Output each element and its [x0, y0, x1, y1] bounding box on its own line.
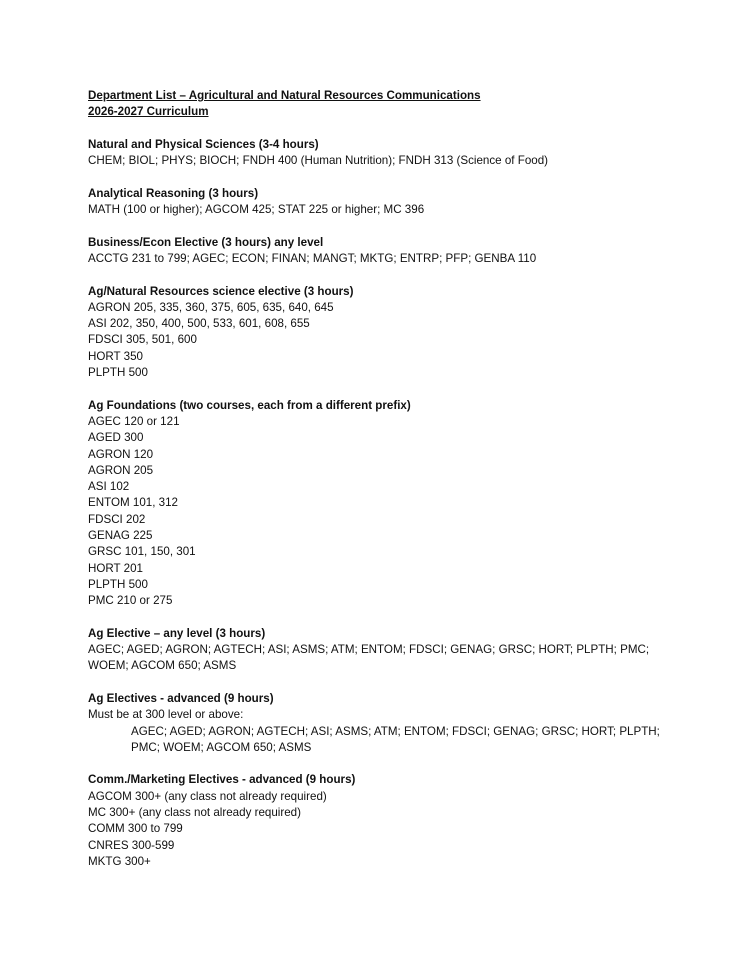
- document-page: [88, 88, 708, 870]
- course-line: WOEM; AGCOM 650; ASMS: [88, 659, 237, 673]
- course-line: GENAG 225: [88, 529, 153, 543]
- course-line: PMC 210 or 275: [88, 594, 173, 608]
- course-line: CHEM; BIOL; PHYS; BIOCH; FNDH 400 (Human Nutrition); FNDH 313 (Science of Food): [88, 154, 549, 168]
- course-section: [88, 772, 708, 870]
- course-line: GRSC 101, 150, 301: [88, 545, 196, 559]
- section-heading: Business/Econ Elective (3 hours) any level: [88, 235, 324, 249]
- course-line: AGRON 205, 335, 360, 375, 605, 635, 640, 645: [88, 300, 334, 314]
- course-section: [88, 691, 708, 756]
- course-line: AGEC 120 or 121: [88, 414, 180, 428]
- course-line: FDSCI 202: [88, 512, 146, 526]
- course-line: ASI 202, 350, 400, 500, 533, 601, 608, 655: [88, 317, 310, 331]
- course-line: PLPTH 500: [88, 577, 148, 591]
- course-line: ASI 102: [88, 480, 130, 494]
- course-line: HORT 201: [88, 561, 143, 575]
- section-heading: Analytical Reasoning (3 hours): [88, 186, 259, 200]
- course-line: ACCTG 231 to 799; AGEC; ECON; FINAN; MANGT; MKTG; ENTRP; PFP; GENBA 110: [88, 251, 537, 265]
- course-section: [88, 626, 708, 675]
- course-line: MKTG 300+: [88, 854, 151, 868]
- course-line: AGCOM 300+ (any class not already required): [88, 789, 327, 803]
- course-line: COMM 300 to 799: [88, 822, 183, 836]
- course-section: [88, 137, 708, 170]
- course-section: [88, 398, 708, 610]
- document-subtitle: 2026-2027 Curriculum: [88, 105, 209, 119]
- section-heading: Ag/Natural Resources science elective (3 hours): [88, 284, 354, 298]
- section-heading: Ag Foundations (two courses, each from a different prefix): [88, 398, 411, 412]
- course-line: FDSCI 305, 501, 600: [88, 333, 197, 347]
- course-line: PLPTH 500: [88, 366, 148, 380]
- course-section: [88, 284, 708, 382]
- section-heading: Ag Electives - advanced (9 hours): [88, 691, 274, 705]
- course-line: MC 300+ (any class not already required): [88, 806, 301, 820]
- course-line: AGED 300: [88, 431, 144, 445]
- course-line: Must be at 300 level or above:: [88, 708, 244, 722]
- course-line: MATH (100 or higher); AGCOM 425; STAT 225 or higher; MC 396: [88, 203, 425, 217]
- course-line: AGRON 205: [88, 463, 154, 477]
- course-line: HORT 350: [88, 349, 143, 363]
- course-line: AGRON 120: [88, 447, 154, 461]
- course-line: ENTOM 101, 312: [88, 496, 179, 510]
- document-title: Department List – Agricultural and Natural Resources Communications: [88, 89, 481, 102]
- course-section: [88, 186, 708, 219]
- course-line: AGEC; AGED; AGRON; AGTECH; ASI; ASMS; ATM; ENTOM; FDSCI; GENAG; GRSC; HORT; PLPTH; PMC;: [88, 643, 650, 657]
- course-line: CNRES 300-599: [88, 838, 175, 852]
- course-line-indented: AGEC; AGED; AGRON; AGTECH; ASI; ASMS; ATM; ENTOM; FDSCI; GENAG; GRSC; HORT; PLPTH;: [131, 724, 660, 738]
- course-line-indented: PMC; WOEM; AGCOM 650; ASMS: [131, 740, 312, 754]
- section-heading: Comm./Marketing Electives - advanced (9 hours): [88, 773, 356, 787]
- course-section: [88, 235, 708, 268]
- section-heading: Natural and Physical Sciences (3-4 hours): [88, 137, 319, 151]
- section-heading: Ag Elective – any level (3 hours): [88, 626, 266, 640]
